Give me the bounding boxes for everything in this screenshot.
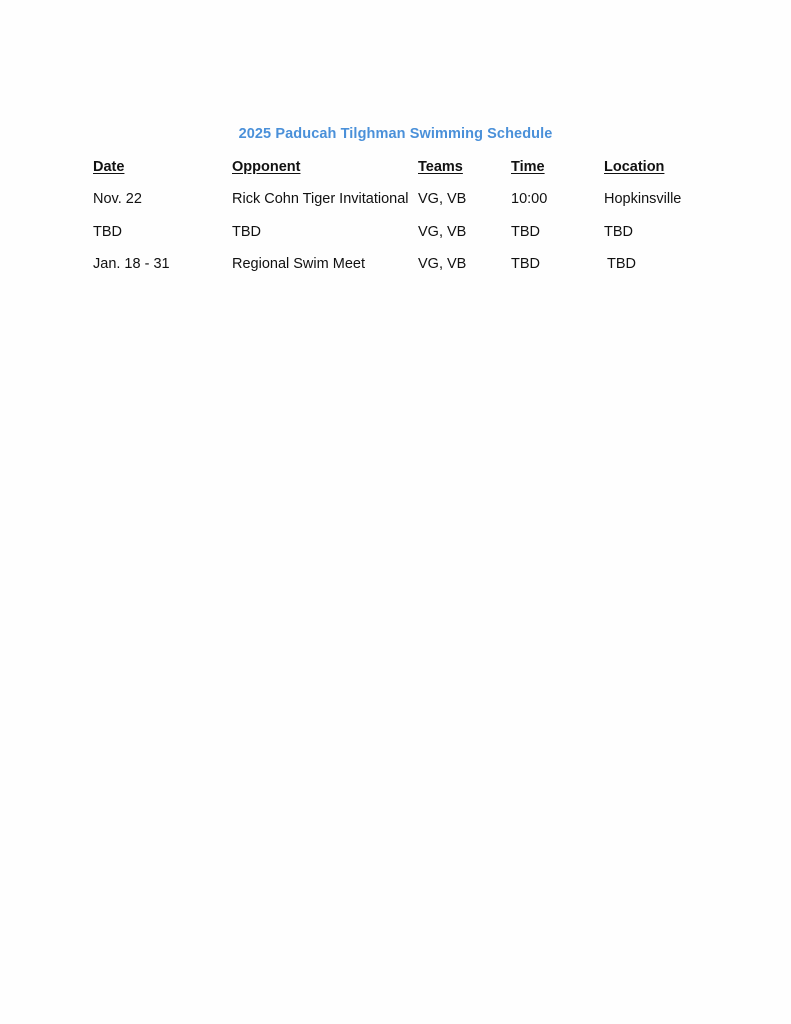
row-opponent: Rick Cohn Tiger Invitational [232,191,409,207]
row-date: Jan. 18 - 31 [93,256,170,272]
row-date: TBD [93,224,122,240]
row-time: TBD [511,256,540,272]
row-teams: VG, VB [418,191,467,207]
row-opponent: TBD [232,224,261,240]
row-location: TBD [607,256,636,272]
row-date: Nov. 22 [93,191,142,207]
row-location: Hopkinsville [604,191,682,207]
column-header-teams: Teams [418,159,463,175]
row-opponent: Regional Swim Meet [232,256,365,272]
column-header-location: Location [604,159,665,175]
row-time: 10:00 [511,191,548,207]
row-time: TBD [511,224,540,240]
row-teams: VG, VB [418,256,467,272]
column-header-time: Time [511,159,545,175]
row-location: TBD [604,224,633,240]
column-header-opponent: Opponent [232,159,301,175]
row-teams: VG, VB [418,224,467,240]
schedule-title: 2025 Paducah Tilghman Swimming Schedule [238,126,553,142]
column-header-date: Date [93,159,125,175]
